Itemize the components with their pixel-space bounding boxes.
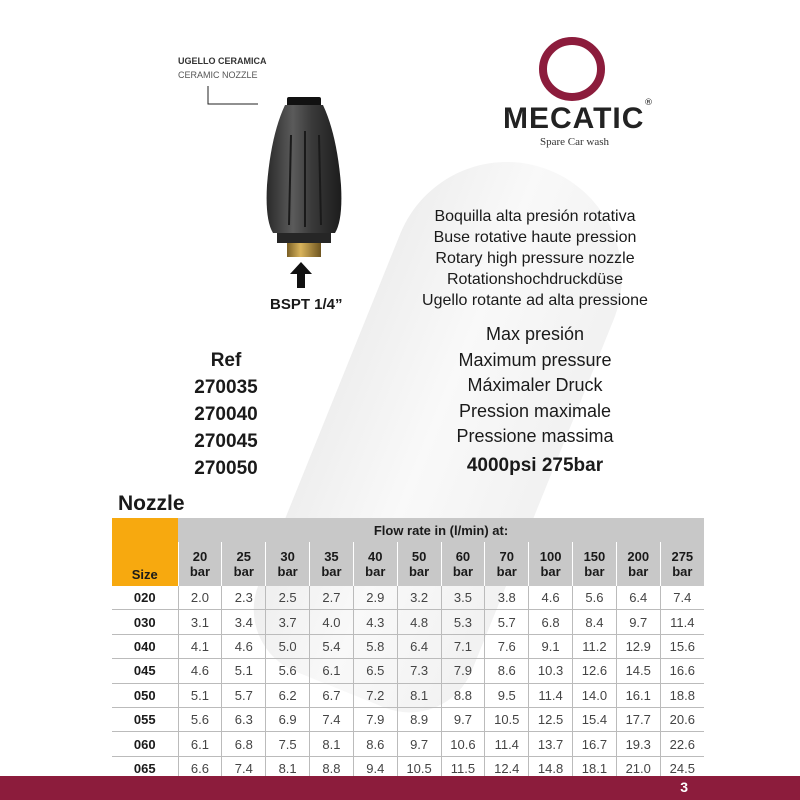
flow-rate-cell: 14.8	[529, 756, 573, 780]
pressure-header	[397, 542, 441, 586]
pressure-unit: bar	[672, 564, 693, 579]
flow-rate-cell: 15.6	[660, 634, 704, 658]
flow-rate-cell: 3.5	[441, 586, 485, 610]
table-title: Nozzle	[118, 492, 185, 515]
pressure-label-de: Máximaler Druck	[467, 375, 603, 395]
reference-item: 270050	[194, 458, 258, 479]
pressure-value: 25	[236, 549, 252, 564]
flow-rate-cell: 5.1	[222, 659, 266, 683]
reference-item: 270035	[194, 377, 258, 398]
flow-rate-cell: 2.0	[178, 586, 222, 610]
flow-rate-cell: 6.5	[353, 659, 397, 683]
pressure-value: 200	[627, 549, 650, 564]
flow-rate-cell: 6.6	[178, 756, 222, 780]
flow-rate-cell: 7.4	[660, 586, 704, 610]
product-descriptions	[380, 206, 690, 311]
pressure-header	[178, 542, 222, 586]
row-size: 065	[112, 756, 178, 780]
description-fr: Buse rotative haute pression	[433, 229, 637, 246]
flow-rate-cell: 14.5	[616, 659, 660, 683]
pressure-header	[266, 542, 310, 586]
flow-rate-cell: 10.3	[529, 659, 573, 683]
flow-rate-header: Flow rate in (l/min) at:	[178, 518, 704, 542]
row-size: 030	[112, 610, 178, 634]
flow-rate-cell: 9.1	[529, 634, 573, 658]
flow-rate-cell: 6.8	[222, 732, 266, 756]
pressure-header	[310, 542, 354, 586]
pressure-labels	[410, 322, 660, 450]
flow-rate-cell: 10.5	[397, 756, 441, 780]
flow-rate-cell: 17.7	[616, 707, 660, 731]
pressure-value: 70	[499, 549, 514, 564]
pressure-unit: bar	[365, 564, 386, 579]
pressure-value: 20	[192, 549, 208, 564]
flow-rate-cell: 4.6	[529, 586, 573, 610]
flow-rate-cell: 5.6	[266, 659, 310, 683]
pressure-unit: bar	[408, 564, 430, 579]
size-column-header: Size	[112, 518, 178, 586]
pressure-header	[573, 542, 617, 586]
pressure-header	[529, 542, 573, 586]
flow-rate-cell: 10.6	[441, 732, 485, 756]
flow-rate-cell: 6.3	[222, 707, 266, 731]
flow-rate-cell: 15.4	[573, 707, 617, 731]
description-it: Ugello rotante ad alta pressione	[422, 292, 648, 309]
nozzle-product-image	[255, 95, 355, 265]
flow-rate-cell: 2.3	[222, 586, 266, 610]
pressure-value: 275	[671, 549, 694, 564]
page-number: 3	[680, 779, 688, 795]
flow-rate-cell: 7.1	[441, 634, 485, 658]
brand-logo-ring-icon	[536, 36, 608, 102]
pressure-unit: bar	[189, 564, 211, 579]
flow-rate-cell: 6.8	[529, 610, 573, 634]
brand-name: MECATIC	[503, 102, 645, 135]
flow-rate-cell: 13.7	[529, 732, 573, 756]
flow-rate-cell: 5.7	[222, 683, 266, 707]
flow-rate-cell: 8.1	[266, 756, 310, 780]
pressure-header-row	[112, 542, 704, 586]
flow-rate-cell: 19.3	[616, 732, 660, 756]
pressure-header	[222, 542, 266, 586]
pressure-unit: bar	[277, 564, 298, 579]
table-row	[112, 732, 704, 756]
flow-rate-cell: 6.1	[178, 732, 222, 756]
flow-rate-cell: 9.7	[441, 707, 485, 731]
max-pressure-value: 4000psi 275bar	[466, 455, 604, 476]
flow-rate-cell: 8.9	[397, 707, 441, 731]
flow-rate-cell: 12.5	[529, 707, 573, 731]
flow-rate-cell: 6.4	[397, 634, 441, 658]
flow-rate-cell: 11.4	[529, 683, 573, 707]
thread-arrow-icon	[290, 262, 312, 288]
pressure-unit: bar	[584, 564, 605, 579]
flow-rate-cell: 16.1	[616, 683, 660, 707]
flow-rate-cell: 5.7	[485, 610, 529, 634]
reference-heading: Ref	[210, 350, 242, 371]
flow-rate-cell: 3.7	[266, 610, 310, 634]
pressure-label-fr: Pression maximale	[458, 400, 612, 421]
pressure-value: 60	[455, 549, 471, 564]
flow-rate-cell: 3.8	[485, 586, 529, 610]
description-de: Rotationshochdruckdüse	[446, 271, 624, 288]
pressure-unit: bar	[540, 564, 561, 579]
pressure-header	[353, 542, 397, 586]
flow-rate-cell: 7.3	[397, 659, 441, 683]
flow-rate-cell: 5.3	[441, 610, 485, 634]
flow-rate-body	[112, 586, 704, 781]
flow-rate-cell: 11.5	[441, 756, 485, 780]
table-row	[112, 659, 704, 683]
pressure-header	[485, 542, 529, 586]
flow-rate-cell: 3.1	[178, 610, 222, 634]
flow-rate-cell: 12.4	[485, 756, 529, 780]
flow-rate-cell: 8.4	[573, 610, 617, 634]
pressure-label-en: Maximum pressure	[458, 349, 612, 370]
flow-rate-cell: 3.4	[222, 610, 266, 634]
pressure-value: 35	[324, 549, 339, 564]
flow-rate-cell: 4.6	[222, 634, 266, 658]
pressure-unit: bar	[233, 564, 254, 579]
pressure-value: 100	[539, 549, 562, 564]
pressure-unit: bar	[321, 564, 342, 579]
flow-rate-cell: 11.2	[573, 634, 617, 658]
flow-rate-cell: 16.6	[660, 659, 704, 683]
pressure-value: 30	[280, 549, 295, 564]
flow-rate-cell: 7.4	[222, 756, 266, 780]
table-row	[112, 586, 704, 610]
flow-rate-cell: 21.0	[616, 756, 660, 780]
flow-rate-cell: 5.0	[266, 634, 310, 658]
flow-rate-cell: 24.5	[660, 756, 704, 780]
pressure-label-it: Pressione massima	[456, 426, 614, 446]
flow-rate-cell: 16.7	[573, 732, 617, 756]
flow-rate-cell: 18.8	[660, 683, 704, 707]
flow-rate-cell: 6.1	[310, 659, 354, 683]
flow-rate-cell: 2.7	[310, 586, 354, 610]
table-row	[112, 634, 704, 658]
flow-rate-cell: 5.4	[310, 634, 354, 658]
flow-rate-cell: 14.0	[573, 683, 617, 707]
reference-item: 270045	[194, 431, 258, 452]
brand-tagline: Spare Car wash	[540, 136, 610, 148]
reference-list	[170, 347, 282, 482]
flow-rate-cell: 4.1	[178, 634, 222, 658]
pressure-unit: bar	[496, 564, 517, 579]
flow-rate-cell: 4.8	[397, 610, 441, 634]
flow-rate-cell: 8.8	[310, 756, 354, 780]
flow-rate-cell: 5.1	[178, 683, 222, 707]
table-row	[112, 707, 704, 731]
flow-rate-cell: 5.6	[573, 586, 617, 610]
flow-rate-cell: 6.2	[266, 683, 310, 707]
footer-bar	[0, 776, 800, 800]
callout-title: UGELLO CERAMICA	[178, 56, 267, 66]
flow-rate-cell: 9.7	[616, 610, 660, 634]
pressure-value: 150	[583, 549, 606, 564]
flow-rate-cell: 20.6	[660, 707, 704, 731]
flow-rate-cell: 4.6	[178, 659, 222, 683]
flow-rate-cell: 5.8	[353, 634, 397, 658]
row-size: 055	[112, 707, 178, 731]
flow-rate-cell: 7.9	[353, 707, 397, 731]
table-row	[112, 610, 704, 634]
pressure-unit: bar	[452, 564, 474, 579]
row-size: 050	[112, 683, 178, 707]
pressure-header	[660, 542, 704, 586]
flow-rate-cell: 6.7	[310, 683, 354, 707]
flow-rate-cell: 8.1	[310, 732, 354, 756]
pressure-unit: bar	[628, 564, 649, 579]
flow-rate-cell: 12.9	[616, 634, 660, 658]
flow-rate-cell: 9.7	[397, 732, 441, 756]
flow-rate-cell: 8.6	[485, 659, 529, 683]
flow-rate-cell: 4.0	[310, 610, 354, 634]
pressure-value: 50	[411, 549, 427, 564]
row-size: 045	[112, 659, 178, 683]
row-size: 040	[112, 634, 178, 658]
flow-rate-cell: 9.4	[353, 756, 397, 780]
flow-rate-cell: 11.4	[660, 610, 704, 634]
flow-rate-cell: 12.6	[573, 659, 617, 683]
flow-rate-cell: 6.9	[266, 707, 310, 731]
reference-item: 270040	[194, 404, 258, 425]
flow-rate-cell: 5.6	[178, 707, 222, 731]
flow-rate-cell: 7.6	[485, 634, 529, 658]
flow-rate-cell: 8.8	[441, 683, 485, 707]
flow-rate-cell: 7.5	[266, 732, 310, 756]
pressure-label-es: Max presión	[485, 324, 585, 344]
flow-rate-cell: 22.6	[660, 732, 704, 756]
flow-rate-cell: 6.4	[616, 586, 660, 610]
row-size: 020	[112, 586, 178, 610]
flow-rate-cell: 9.5	[485, 683, 529, 707]
flow-rate-cell: 7.9	[441, 659, 485, 683]
flow-rate-cell: 2.9	[353, 586, 397, 610]
pressure-header	[441, 542, 485, 586]
flow-rate-cell: 2.5	[266, 586, 310, 610]
pressure-header	[616, 542, 660, 586]
flow-rate-cell: 18.1	[573, 756, 617, 780]
description-en: Rotary high pressure nozzle	[435, 250, 635, 267]
flow-rate-cell: 7.4	[310, 707, 354, 731]
table-row	[112, 683, 704, 707]
flow-rate-cell: 8.1	[397, 683, 441, 707]
flow-rate-cell: 8.6	[353, 732, 397, 756]
flow-rate-table	[112, 518, 704, 781]
row-size: 060	[112, 732, 178, 756]
description-es: Boquilla alta presión rotativa	[434, 208, 636, 225]
flow-rate-cell: 10.5	[485, 707, 529, 731]
flow-rate-cell: 3.2	[397, 586, 441, 610]
thread-size-label: BSPT 1/4”	[270, 296, 343, 313]
flow-rate-cell: 11.4	[485, 732, 529, 756]
registered-mark: ®	[644, 98, 653, 108]
flow-rate-cell: 7.2	[353, 683, 397, 707]
flow-rate-cell: 4.3	[353, 610, 397, 634]
callout-subtitle: CERAMIC NOZZLE	[178, 70, 258, 80]
pressure-value: 40	[368, 549, 383, 564]
